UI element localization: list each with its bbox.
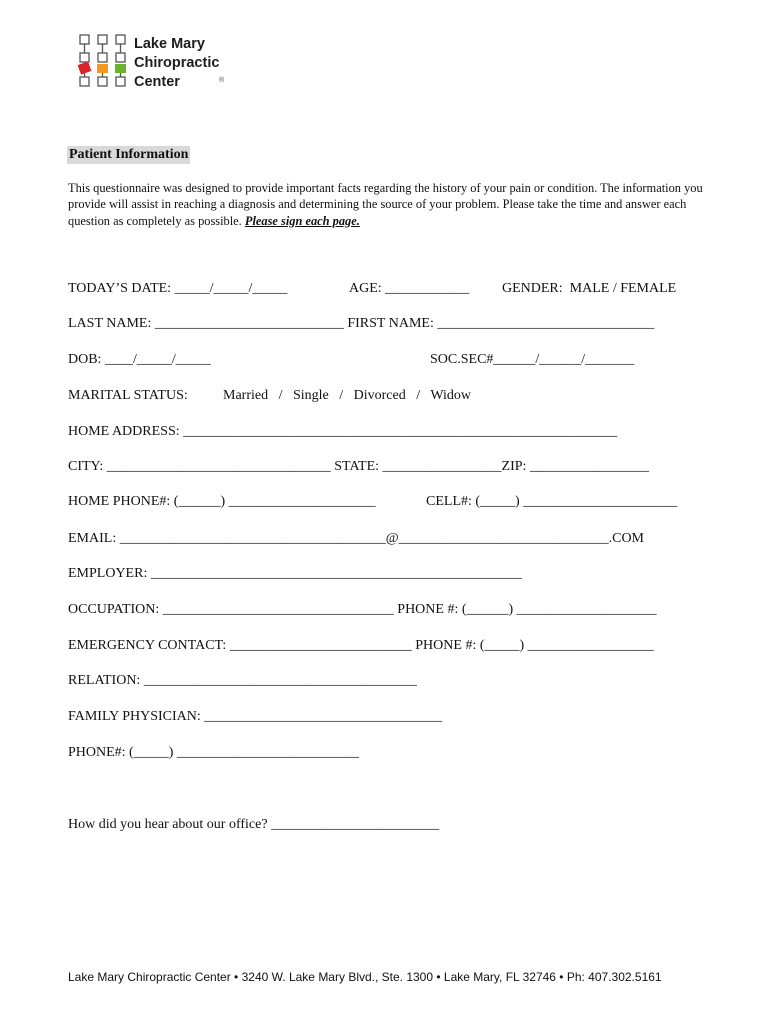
footer-address: Lake Mary Chiropractic Center • 3240 W. Lake Mary Blvd., Ste. 1300 • Lake Mary, FL 32746 • Ph: 407.302.5161 [68,970,662,984]
family-physician-field[interactable]: FAMILY PHYSICIAN: __________________________________ [68,709,443,724]
logo-text [134,35,219,92]
dob-field[interactable]: DOB: ____/_____/_____ [68,352,211,367]
section-title: Patient Information [69,147,189,162]
age-field[interactable]: AGE: ____________ [349,281,470,296]
emergency-contact-field[interactable]: EMERGENCY CONTACT: __________________________ PHONE #: (_____) __________________ [68,638,654,653]
logo-line-1: Lake Mary [134,36,205,52]
logo-grid-icon [78,33,130,89]
intro-paragraph [68,180,708,229]
last-first-name-field[interactable]: LAST NAME: ___________________________ FIRST NAME: _______________________________ [68,316,655,331]
employer-field[interactable]: EMPLOYER: _____________________________________________________ [68,566,522,581]
intro-text: This questionnaire was designed to provide important facts regarding the history of your pain or condition. The information you provide will assist in reaching a diagnosis and determining the source of your problem. Please take the time and answer each question as completely as possible. [68,181,703,228]
home-phone-field[interactable]: HOME PHONE#: (______) _____________________ [68,494,376,509]
logo-line-2: Chiropractic [134,55,220,71]
email-field[interactable]: EMAIL: ______________________________________@______________________________.COM [68,531,645,546]
city-state-zip-field[interactable]: CITY: ________________________________ STATE: _________________ZIP: _________________ [68,459,649,474]
registered-mark: ® [219,77,225,84]
soc-sec-field[interactable]: SOC.SEC#______/______/_______ [430,352,635,367]
cell-field[interactable]: CELL#: (_____) ______________________ [426,494,678,509]
marital-status-label: MARITAL STATUS: [68,388,188,403]
heard-about-field[interactable]: How did you hear about our office? ________________________ [68,817,440,832]
physician-phone-field[interactable]: PHONE#: (_____) __________________________ [68,745,359,760]
relation-field[interactable]: RELATION: _______________________________________ [68,673,417,688]
clinic-logo [78,33,238,93]
gender-field[interactable]: GENDER: MALE / FEMALE [502,281,677,296]
logo-line-3: Center [134,74,180,90]
todays-date-field[interactable]: TODAY’S DATE: _____/_____/_____ [68,281,288,296]
sign-note: Please sign each page. [244,213,360,228]
marital-status-options[interactable]: Married / Single / Divorced / Widow [223,388,472,403]
home-address-field[interactable]: HOME ADDRESS: ______________________________________________________________ [68,424,618,439]
occupation-field[interactable]: OCCUPATION: _________________________________ PHONE #: (______) ____________________ [68,602,657,617]
